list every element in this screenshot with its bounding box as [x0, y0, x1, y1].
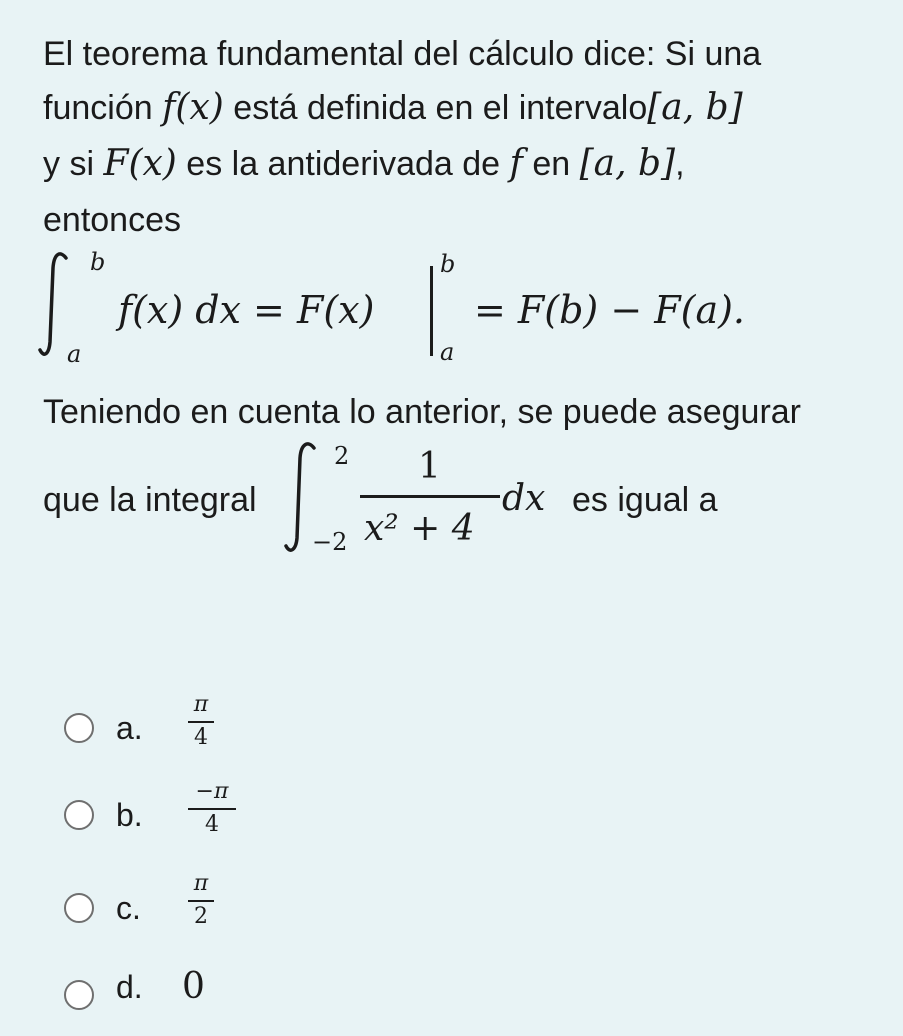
math-paren-x: (x): [175, 87, 224, 128]
math-f: f: [162, 87, 176, 128]
radio-button-c[interactable]: [64, 893, 94, 923]
option-d-value: 0: [182, 966, 205, 1007]
question-line-3: [43, 143, 685, 184]
option-a-fraction: [188, 694, 214, 749]
option-b-denominator: 4: [205, 812, 219, 837]
fraction-bar: [360, 495, 500, 498]
text-funcion: función: [43, 89, 153, 127]
option-b-fraction: [188, 781, 236, 836]
radio-button-d[interactable]: [64, 980, 94, 1010]
option-c-letter: c.: [116, 890, 141, 926]
option-c-fraction: [188, 873, 214, 928]
text-que-la-integral: que la integral: [43, 481, 257, 519]
option-a-numerator: π: [193, 692, 209, 717]
text-es-igual-a: es igual a: [572, 481, 718, 519]
math-paren-x-2: (x): [128, 143, 177, 184]
option-a-denominator: 4: [194, 725, 208, 750]
evaluation-bar: [430, 266, 433, 356]
math-f-2: f: [509, 143, 523, 184]
option-c-fraction-bar: [188, 900, 214, 902]
question-line-4: entonces: [43, 201, 181, 239]
question-line-2: [43, 87, 743, 128]
ftc-upper-limit: b: [90, 248, 106, 276]
integral-numerator: 1: [418, 446, 441, 487]
text-antiderivada: es la antiderivada de: [186, 145, 501, 183]
math-F: F: [103, 143, 129, 184]
integral-denominator: x² + 4: [364, 508, 475, 549]
text-comma: ,: [675, 145, 685, 183]
option-b-letter: b.: [116, 797, 143, 833]
radio-button-a[interactable]: [64, 713, 94, 743]
math-interval-2: [a, b]: [579, 143, 676, 184]
ftc-eval-lower: a: [440, 338, 455, 366]
option-a-letter: a.: [116, 710, 143, 746]
ftc-eval-upper: b: [440, 250, 456, 278]
ftc-integrand: f(x) dx = F(x): [118, 288, 375, 332]
option-c-denominator: 2: [194, 904, 208, 929]
ftc-lower-limit: a: [67, 340, 82, 368]
math-interval: [a, b]: [647, 87, 743, 128]
integral-upper-limit: 2: [334, 442, 350, 470]
integral-dx: dx: [502, 478, 546, 519]
radio-button-b[interactable]: [64, 800, 94, 830]
option-c-numerator: π: [193, 871, 209, 896]
option-d-letter: d.: [116, 969, 143, 1005]
text-definida: está definida en el intervalo: [233, 89, 648, 127]
integral-lower-limit: −2: [312, 528, 348, 556]
text-ysi: y si: [43, 145, 94, 183]
option-b-numerator: −π: [195, 779, 229, 804]
question-line-5: Teniendo en cuenta lo anterior, se puede asegurar: [43, 393, 801, 431]
question-line-1: El teorema fundamental del cálculo dice: Si una: [43, 35, 762, 73]
option-a-fraction-bar: [188, 721, 214, 723]
text-en: en: [532, 145, 571, 183]
ftc-result: = F(b) − F(a).: [474, 288, 746, 332]
option-b-fraction-bar: [188, 808, 236, 810]
